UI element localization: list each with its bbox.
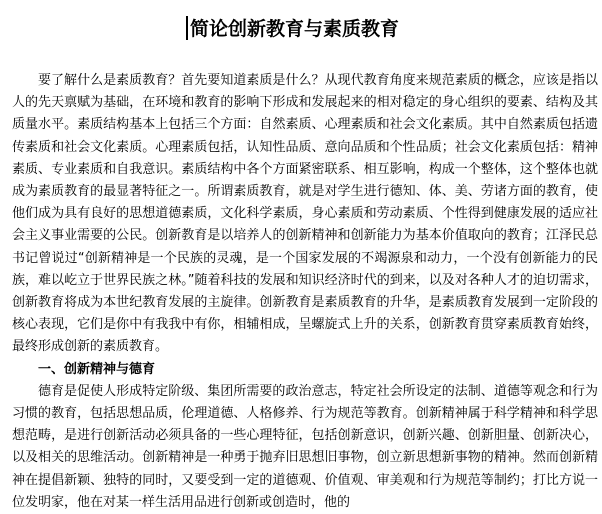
document-title: 简论创新教育与素质教育	[190, 18, 400, 40]
paragraph-moral-education: 德育是促使人形成特定阶级、集团所需要的政治意志，特定社会所设定的法制、道德等观念和行为习惯的教育，包括思想品质，伦理道德、人格修养、行为规范等教育。创新精神属于科学精神和科学思想范畴，是进行创新活动必须具备的一些心理特征，包括创新意识，创新兴趣、创新胆量、创新决心，以及相关的思维活动。创新精神是一种勇于抛弃旧思想旧事物，创立新思想新事物的精神。然而创新精神在提倡新颖、独特的同时，又要受到一定的道德观、价值观、审美观和行为规范等制约；打比方说一位发明家，他在对某一样生活用品进行创新或创造时，他的	[12, 383, 598, 510]
paragraph-intro: 要了解什么是素质教育？首先要知道素质是什么？从现代教育角度来规范素质的概念，应该是指以人的先天禀赋为基础，在环境和教育的影响下形成和发展起来的相对稳定的身心组织的要素、结构及其质量水平。素质结构基本上包括三个方面：自然素质、心理素质和社会文化素质。其中自然素质包括遗传素质和社会文化素质。心理素质包括，认知性品质、意向品质和个性品质；社会文化素质包括：精神素质、专业素质和自我意识。素质结构中各个方面紧密联系、相互影响，构成一个整体，这个整体也就成为素质教育的最显著特征之一。所谓素质教育，就是对学生进行德知、体、美、劳诸方面的教育，使他们成为具有良好的思想道德素质，文化科学素质，身心素质和劳动素质、个性得到健康发展的适应社会主义事业需要的公民。创新教育是以培养人的创新精神和创新能力为基本价值取向的教育；江泽民总书记曾说过“创新精神是一个民族的灵魂，是一个国家发展的不竭源泉和动力，一个没有创新能力的民族，难以屹立于世界民族之林。”随着科技的发展和知识经济时代的到来，以及对各种人才的迫切需求，创新教育将成为本世纪教育发展的主旋律。创新教育是素质教育的升华，是素质教育发展到一定阶段的核心表现，它们是你中有我我中有你，相辅相成，呈螺旋式上升的关系，创新教育贯穿素质教育始终，最终形成创新的素质教育。	[12, 73, 598, 355]
document-body	[12, 70, 598, 514]
section-heading: 一、创新精神与德育	[38, 361, 156, 377]
text-cursor	[186, 16, 188, 40]
